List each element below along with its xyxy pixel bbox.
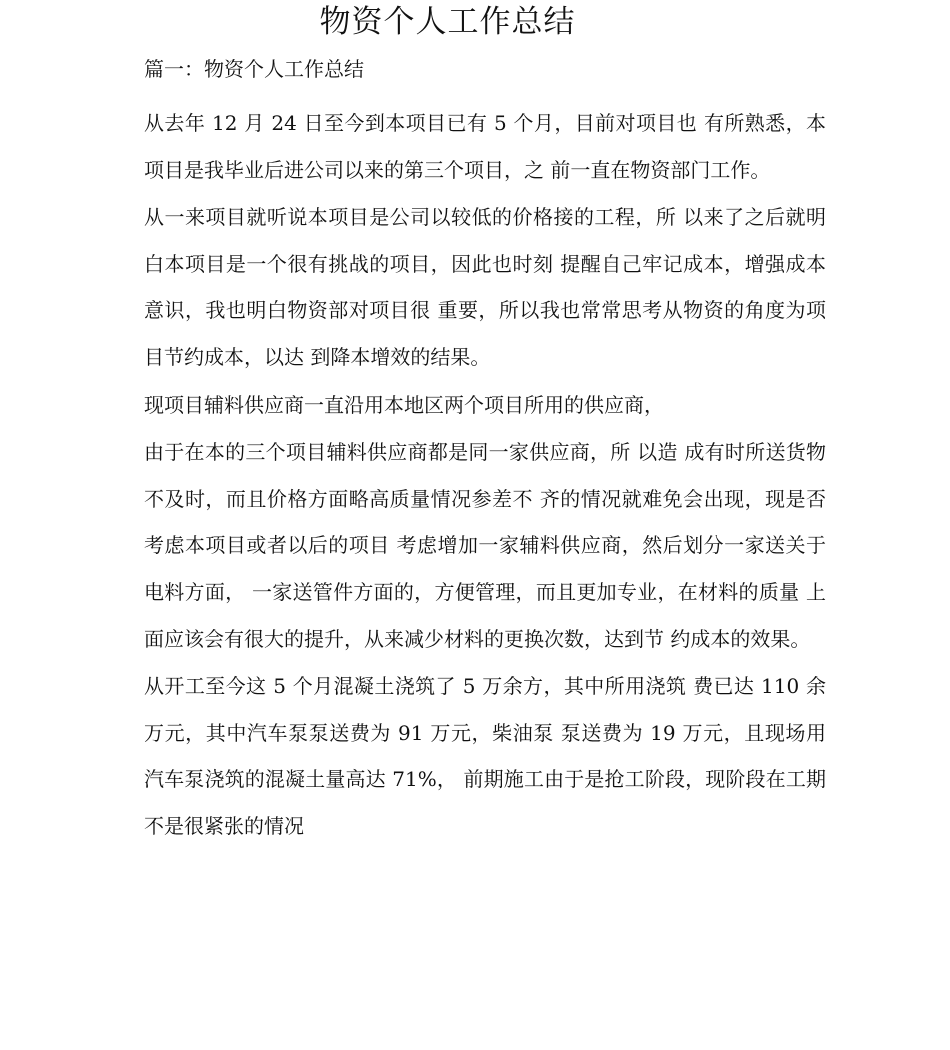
paragraph-2: 从一来项目就听说本项目是公司以较低的价格接的工程，所 以来了之后就明白本项目是一个很有挑战的项目，因此也时刻 提醒自己牢记成本，增强成本意识，我也明白物资部对项目很 重要，所以我也常常思考从物资的角度为项目节约成本，以达 到降本增效的结果。 bbox=[144, 205, 826, 369]
paragraph-1: 从去年 12 月 24 日至今到本项目已有 5 个月，目前对项目也 有所熟悉，本项目是我毕业后进公司以来的第三个项目，之 前一直在物资部门工作。 bbox=[144, 111, 826, 182]
document-title: 物资个人工作总结 bbox=[319, 4, 576, 40]
paragraph-3: 现项目辅料供应商一直沿用本地区两个项目所用的供应商， bbox=[144, 392, 664, 417]
section-heading: 篇一：物资个人工作总结 bbox=[144, 57, 364, 81]
paragraph-5: 从开工至今这 5 个月混凝土浇筑了 5 万余方，其中所用浇筑 费已达 110 余万元，其中汽车泵泵送费为 91 万元，柴油泵 泵送费为 19 万元，且现场用汽车泵浇筑的混凝土量高达 71%， 前期施工由于是抢工阶段，现阶段在工期不是很紧张的情况 bbox=[144, 674, 826, 838]
document-body bbox=[144, 100, 826, 851]
paragraph-4: 由于在本的三个项目辅料供应商都是同一家供应商，所 以造 成有时所送货物不及时，而且价格方面略高质量情况参差不 齐的情况就难免会出现，现是否考虑本项目或者以后的项目 考虑增加一家辅料供应商，然后划分一家送关于电料方面， 一家送管件方面的，方便管理，而且更加专业，在材料的质量 上面应该会有很大的提升，从来减少材料的更换次数，达到节 约成本的效果。 bbox=[144, 440, 826, 651]
